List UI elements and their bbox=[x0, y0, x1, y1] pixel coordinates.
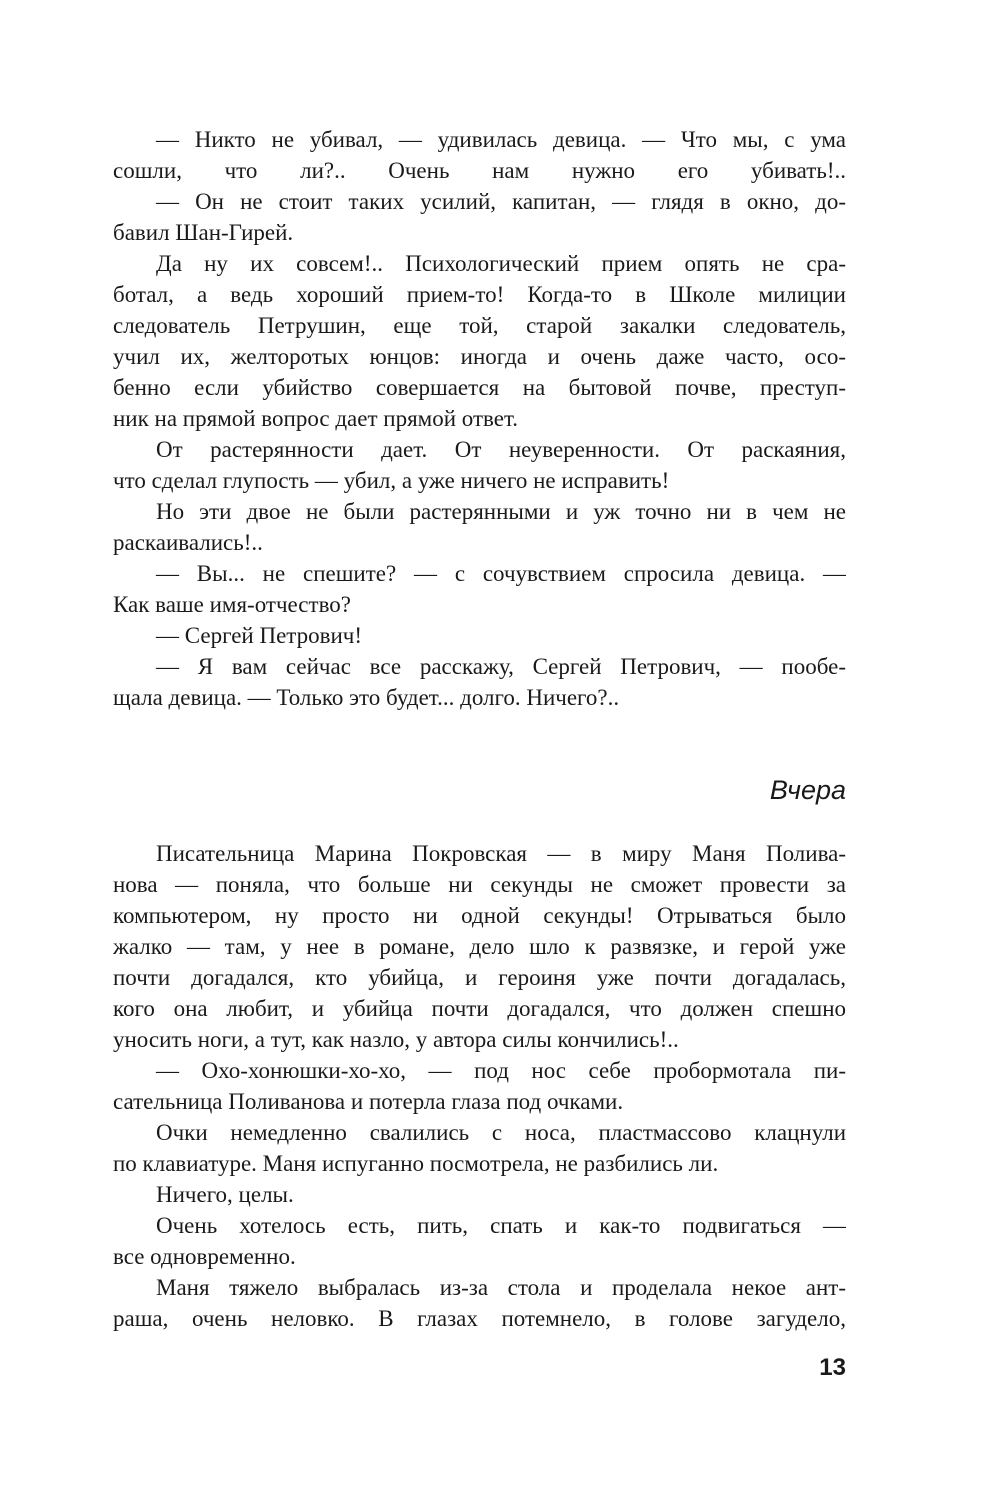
text-line: Как ваше имя-отчество? bbox=[113, 592, 351, 617]
text-line: — Никто не убивал, — удивилась девица. — Что мы, с ума bbox=[156, 127, 846, 152]
text-line: следователь Петрушин, еще той, старой закалки следователь, bbox=[113, 313, 846, 338]
text-line: уносить ноги, а тут, как назло, у автора силы кончились!.. bbox=[113, 1027, 679, 1052]
text-line: сательница Поливанова и потерла глаза под очками. bbox=[113, 1089, 624, 1114]
text-line: Очень хотелось есть, пить, спать и как-то подвигаться — bbox=[156, 1213, 846, 1238]
text-line: нова — поняла, что больше ни секунды не сможет провести за bbox=[113, 872, 846, 897]
text-line: сошли, что ли?.. Очень нам нужно его убивать!.. bbox=[113, 158, 846, 183]
text-line: бавил Шан-Гирей. bbox=[113, 220, 294, 245]
text-line: — Он не стоит таких усилий, капитан, — глядя в окно, до- bbox=[156, 189, 846, 214]
text-line: — Я вам сейчас все расскажу, Сергей Петрович, — пообе- bbox=[156, 654, 846, 679]
text-line: ник на прямой вопрос дает прямой ответ. bbox=[113, 406, 519, 431]
text-line: учил их, желторотых юнцов: иногда и очень даже часто, осо- bbox=[113, 344, 846, 369]
text-line: щала девица. — Только это будет... долго. Ничего?.. bbox=[113, 685, 620, 710]
text-line: — Охо-хонюшки-хо-хо, — под нос себе пробормотала пи- bbox=[156, 1058, 846, 1083]
page-number: 13 bbox=[819, 1354, 846, 1381]
text-line: Ничего, целы. bbox=[156, 1182, 294, 1207]
text-line: Маня тяжело выбралась из-за стола и проделала некое ант- bbox=[156, 1275, 846, 1300]
text-line: по клавиатуре. Маня испуганно посмотрела, не разбились ли. bbox=[113, 1151, 719, 1176]
section-heading: Вчера bbox=[769, 775, 846, 805]
text-line: кого она любит, и убийца почти догадался, что должен спешно bbox=[113, 996, 846, 1021]
text-line: что сделал глупость — убил, а уже ничего не исправить! bbox=[113, 468, 670, 493]
text-line: Очки немедленно свалились с носа, пластмассово клацнули bbox=[156, 1120, 846, 1145]
text-line: От растерянности дает. От неуверенности. От раскаяния, bbox=[156, 437, 846, 462]
text-line: бенно если убийство совершается на бытовой почве, преступ- bbox=[113, 375, 846, 400]
text-line: ботал, а ведь хороший прием-то! Когда-то в Школе милиции bbox=[113, 282, 846, 307]
text-line: раскаивались!.. bbox=[113, 530, 263, 555]
text-line: жалко — там, у нее в романе, дело шло к развязке, и герой уже bbox=[113, 934, 846, 959]
text-line: — Сергей Петрович! bbox=[156, 623, 363, 648]
text-line: раша, очень неловко. В глазах потемнело, в голове загудело, bbox=[113, 1306, 846, 1331]
text-line: все одновременно. bbox=[113, 1244, 296, 1269]
text-line: Но эти двое не были растерянными и уж точно ни в чем не bbox=[156, 499, 846, 524]
text-line: почти догадался, кто убийца, и героиня уже почти догадалась, bbox=[113, 965, 846, 990]
text-line: Да ну их совсем!.. Психологический прием опять не сра- bbox=[156, 251, 846, 276]
text-line: компьютером, ну просто ни одной секунды! Отрываться было bbox=[113, 903, 846, 928]
text-line: — Вы... не спешите? — с сочувствием спросила девица. — bbox=[156, 561, 846, 586]
text-line: Писательница Марина Покровская — в миру Маня Полива- bbox=[156, 841, 846, 866]
